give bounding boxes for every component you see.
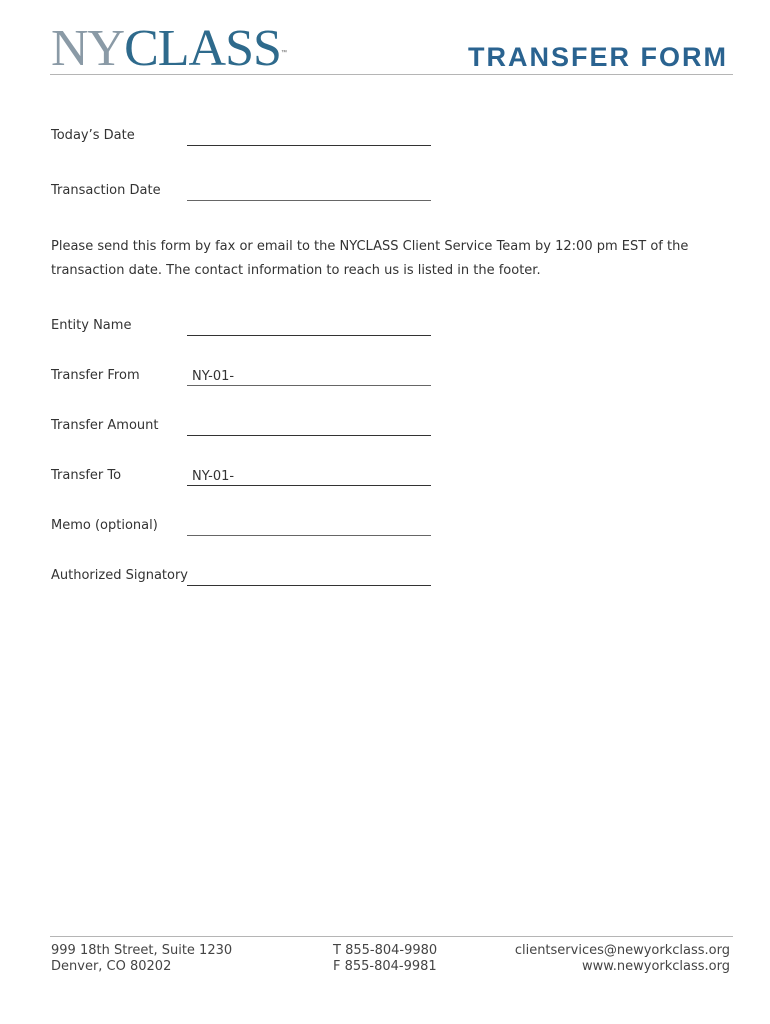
todays-date-input[interactable]	[187, 127, 431, 146]
authorized-signatory-input[interactable]	[187, 567, 431, 586]
transfer-to-input[interactable]	[187, 467, 431, 486]
address-line-2: Denver, CO 80202	[51, 959, 172, 974]
transfer-from-input[interactable]	[187, 367, 431, 386]
logo-text-blue: CLASS	[124, 20, 281, 77]
field-label: Today’s Date	[51, 128, 135, 143]
header-divider	[50, 74, 733, 75]
field-prefill: NY-01-	[192, 469, 235, 484]
field-label: Entity Name	[51, 318, 132, 333]
entity-name-input[interactable]	[187, 317, 431, 336]
field-label: Transaction Date	[51, 183, 161, 198]
field-transfer-from	[51, 366, 451, 386]
footer-phone-fax	[333, 943, 437, 975]
field-transfer-amount	[51, 416, 451, 436]
field-transfer-to	[51, 466, 451, 486]
website-link[interactable]: www.newyorkclass.org	[582, 959, 730, 974]
field-authorized-signatory	[51, 566, 451, 586]
phone-number: T 855-804-9980	[333, 943, 438, 958]
footer-contact	[515, 943, 730, 975]
form-title: TRANSFER FORM	[468, 42, 728, 72]
memo-input[interactable]	[187, 517, 431, 536]
instructions-text: Please send this form by fax or email to the NYCLASS Client Service Team by 12:00 pm EST of the transaction date. The contact information to reach us is listed in the footer.	[51, 239, 689, 278]
footer-address	[51, 943, 232, 975]
address-line-1: 999 18th Street, Suite 1230	[51, 943, 233, 958]
transfer-amount-input[interactable]	[187, 417, 431, 436]
field-label: Transfer To	[51, 468, 122, 483]
email-link[interactable]: clientservices@newyorkclass.org	[514, 943, 730, 958]
field-entity-name	[51, 316, 451, 336]
field-memo	[51, 516, 451, 536]
field-prefill: NY-01-	[192, 369, 235, 384]
field-transaction-date	[51, 181, 451, 201]
fax-number: F 855-804-9981	[333, 959, 437, 974]
field-todays-date	[51, 126, 451, 146]
nyclass-logo	[51, 20, 287, 77]
transaction-date-input[interactable]	[187, 182, 431, 201]
logo-trademark: ™	[280, 50, 287, 56]
field-label: Transfer Amount	[51, 418, 159, 433]
footer-divider	[50, 936, 733, 937]
field-label: Memo (optional)	[51, 518, 158, 533]
logo-text-gray: NY	[51, 20, 125, 77]
field-label: Transfer From	[51, 368, 140, 383]
field-label: Authorized Signatory	[51, 568, 188, 583]
